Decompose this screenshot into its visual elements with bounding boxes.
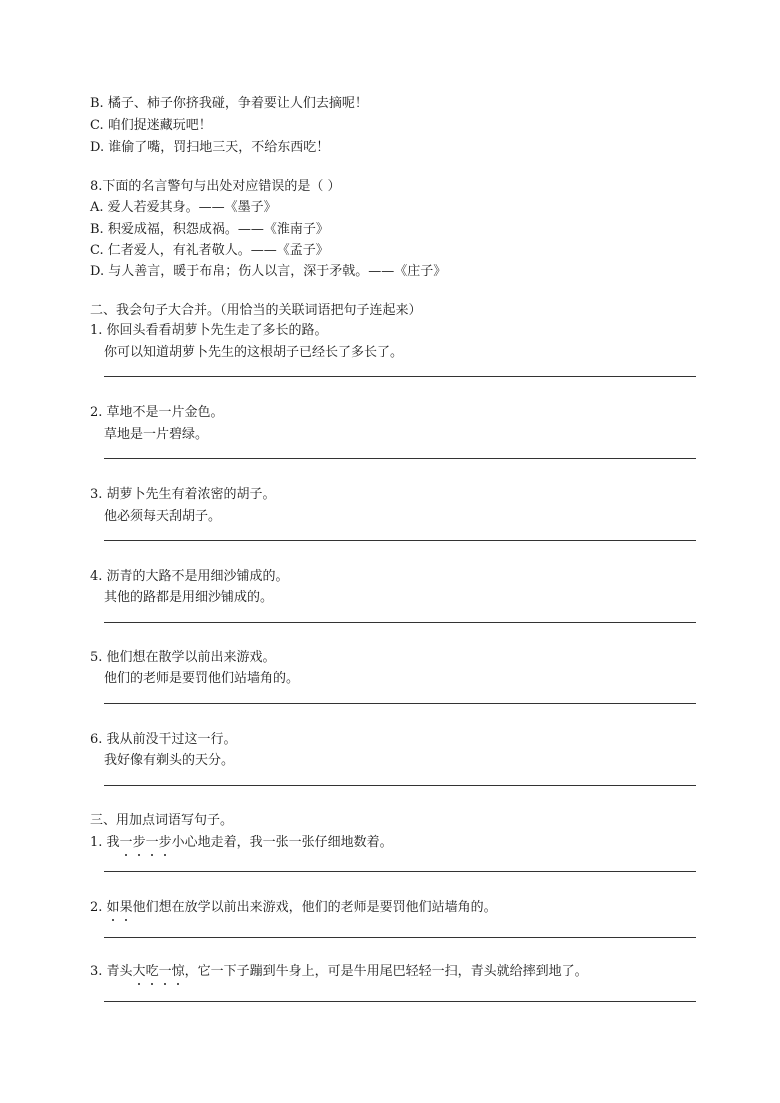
q8-option-d: D. 与人善言，暖于布帛；伤人以言，深于矛戟。——《庄子》 <box>90 264 447 279</box>
s2-item4-a: 4. 沥青的大路不是用细沙铺成的。 <box>90 569 289 584</box>
s3-item2-pre: 2. <box>90 900 107 915</box>
s2-item3-a: 3. 胡萝卜先生有着浓密的胡子。 <box>90 487 276 502</box>
s2-item6-a: 6. 我从前没干过这一行。 <box>90 732 237 747</box>
q7-option-d: D. 谁偷了嘴，罚扫地三天，不给东西吃！ <box>90 140 330 155</box>
dotted-char: 惊 <box>171 964 185 979</box>
s2-item1-b: 你可以知道胡萝卜先生的这根胡子已经长了多长了。 <box>104 345 404 360</box>
s3-item2-post: 他们想在放学以前出来游戏，他们的老师是要罚他们站墙角的。 <box>132 900 497 915</box>
dotted-char: 步 <box>158 835 172 850</box>
answer-line-s2-3[interactable] <box>104 540 696 541</box>
s3-item1 <box>90 834 393 852</box>
answer-line-s2-2[interactable] <box>104 458 696 459</box>
q7-option-c: C. 咱们捉迷藏玩吧！ <box>90 118 212 133</box>
s3-item1-post: 小心地走着，我一张一张仔细地数着。 <box>171 835 393 850</box>
answer-line-s2-1[interactable] <box>104 376 696 377</box>
s2-item4-b: 其他的路都是用细沙铺成的。 <box>104 590 274 605</box>
s3-item3-pre: 3. 青头 <box>90 964 133 979</box>
s3-item1-pre: 1. 我 <box>90 835 120 850</box>
s3-item2 <box>90 899 497 917</box>
s3-item3-post: ，它一下子蹦到牛身上，可是牛用尾巴轻轻一扫，青头就给摔到地了。 <box>184 964 588 979</box>
section3-title: 三、用加点词语写句子。 <box>90 813 234 828</box>
q8-question: 8.下面的名言警句与出处对应错误的是（ ） <box>90 179 341 194</box>
answer-line-s3-1[interactable] <box>104 871 696 872</box>
section2-title: 二、我会句子大合并。（用恰当的关联词语把句子连起来） <box>90 303 422 318</box>
dotted-char: 一 <box>119 835 133 850</box>
s2-item1-a: 1. 你回头看看胡萝卜先生走了多长的路。 <box>90 323 328 338</box>
dotted-char: 吃 <box>145 964 159 979</box>
dotted-char: 一 <box>158 964 172 979</box>
q8-option-a: A. 爱人若爱其身。——《墨子》 <box>90 200 277 215</box>
dotted-char: 步 <box>132 835 146 850</box>
answer-line-s2-5[interactable] <box>104 703 696 704</box>
q8-option-c: C. 仁者爱人，有礼者敬人。——《孟子》 <box>90 243 329 258</box>
dotted-char: 一 <box>145 835 159 850</box>
s2-item3-b: 他必须每天刮胡子。 <box>104 509 222 524</box>
dotted-char: 大 <box>132 964 146 979</box>
s3-item3 <box>90 963 588 981</box>
s2-item5-b: 他们的老师是要罚他们站墙角的。 <box>104 671 300 686</box>
dotted-char: 果 <box>119 900 133 915</box>
s3-item2-dotted-word <box>107 900 133 915</box>
s2-item5-a: 5. 他们想在散学以前出来游戏。 <box>90 650 276 665</box>
answer-line-s3-3[interactable] <box>104 1001 696 1002</box>
answer-line-s2-6[interactable] <box>104 785 696 786</box>
s2-item6-b: 我好像有剃头的天分。 <box>104 753 235 768</box>
s2-item2-b: 草地是一片碧绿。 <box>104 427 209 442</box>
dotted-char: 如 <box>106 900 120 915</box>
answer-line-s2-4[interactable] <box>104 622 696 623</box>
s3-item1-dotted-word <box>120 835 172 850</box>
s3-item3-dotted-word <box>133 964 185 979</box>
s2-item2-a: 2. 草地不是一片金色。 <box>90 405 224 420</box>
q7-option-b: B. 橘子、柿子你挤我碰，争着要让人们去摘呢！ <box>90 96 368 111</box>
answer-line-s3-2[interactable] <box>104 937 696 938</box>
q8-option-b: B. 积爱成福，积怨成祸。——《淮南子》 <box>90 222 329 237</box>
